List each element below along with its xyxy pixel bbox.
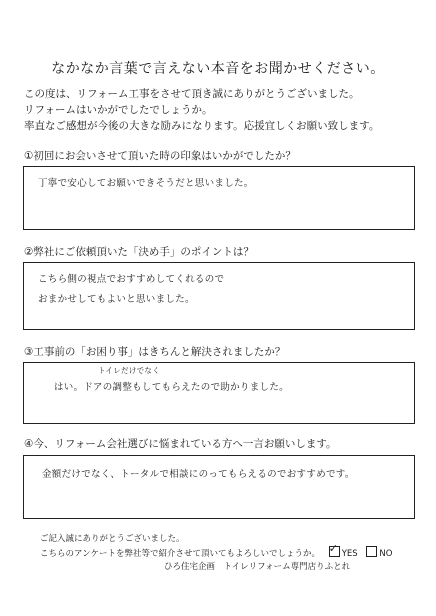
question-3-annotation: トイレだけでなく <box>98 366 161 375</box>
question-2-answer-box <box>23 262 415 330</box>
question-4-label: ④今、リフォーム会社選びに悩まれている方へ一言お願いします。 <box>24 438 337 450</box>
page-title: なかなか言葉で言えない本音をお聞かせください。 <box>51 61 385 77</box>
question-2-answer-line: こちら側の視点でおすすめしてくれるので <box>38 274 225 285</box>
intro-line: 率直なご感想が今後の大きな励みになります。応援宜しくお願い致します。 <box>24 120 380 132</box>
intro-line: リフォームはいかがでしたでしょうか。 <box>24 104 213 116</box>
question-3-answer-box <box>23 362 415 424</box>
company-name: ひろ住宅企画 トイレリフォーム専門店りふとれ <box>164 562 351 572</box>
yes-checkbox[interactable] <box>329 546 340 557</box>
consent-row <box>40 546 392 559</box>
question-1-answer-box <box>23 166 415 230</box>
question-2-label: ②弊社にご依頼頂いた「決め手」のポイントは？ <box>24 246 254 258</box>
yes-label: YES <box>341 549 358 559</box>
no-checkbox[interactable] <box>366 546 377 557</box>
question-1-label: ①初回にお会いさせて頂いた時の印象はいかがでしたか？ <box>24 150 296 162</box>
question-3-answer: はい。ドアの調整もしてもらえたので助かりました。 <box>54 382 289 393</box>
footer-thanks: ご記入誠にありがとうございました。 <box>40 534 185 544</box>
intro-text <box>24 86 424 134</box>
question-1-answer: 丁寧で安心してお願いできそうだと思いました。 <box>38 178 254 189</box>
intro-line: この度は、リフォーム工事をさせて頂き誠にありがとうございました。 <box>24 88 360 100</box>
question-2-answer-line: おまかせしてもよいと思いました。 <box>38 294 195 305</box>
no-label: NO <box>379 549 393 559</box>
question-4-answer: 金額だけでなく、トータルで相談にのってもらえるのでおすすめです。 <box>42 469 355 480</box>
question-3-label: ③工事前の「お困り事」はきちんと解決されましたか？ <box>24 346 286 358</box>
question-4-answer-box <box>23 455 415 519</box>
consent-question: こちらのアンケートを弊社等で紹介させて頂いてもよろしいでしょうか。 <box>40 549 320 559</box>
